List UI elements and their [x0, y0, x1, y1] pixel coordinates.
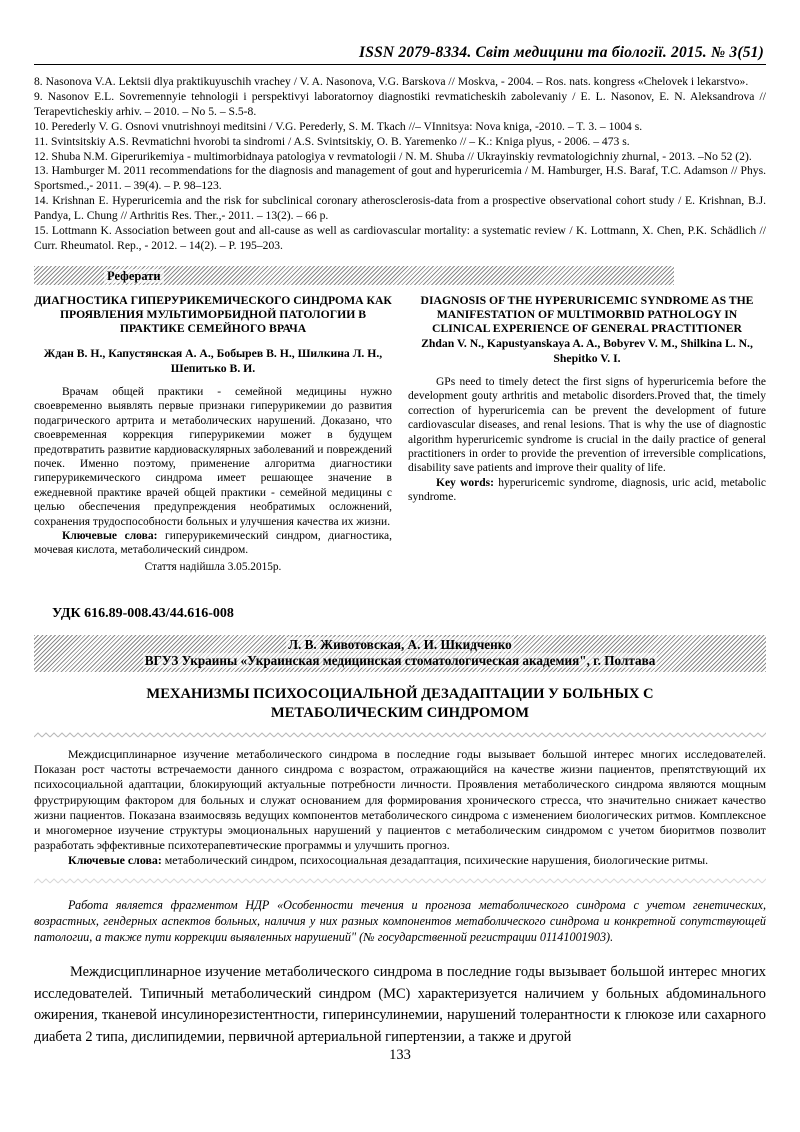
wavy-divider-bottom [34, 878, 766, 885]
reference-item: 14. Krishnan E. Hyperuricemia and the risk for subclinical coronary atherosclerosis-data from a prospective observational cohort study / E. Krishnan, B.J. Pandya, L. Chung // Arthritis Res. Ther.,- 2011. – 13(2). – 66 p. [34, 194, 766, 223]
article-keywords-label: Ключевые слова: [68, 853, 162, 868]
article-keywords [34, 853, 766, 868]
abstract-keywords-en [408, 476, 766, 505]
reference-item: 15. Lottmann K. Association between gout and all-cause as well as cardiovascular mortality: a systematic review / K. Lottmann, X. Chen, P.K. Schädlich // Curr. Rheumatol. Rep., - 2012. – 14(2). – P. 195–203. [34, 224, 766, 252]
reference-item: 13. Hamburger M. 2011 recommendations for the diagnosis and management of gout and hyperuricemia / M. Hamburger, H.S. Baraf, T.C. Adamson // Phys. Sportsmed.,- 2011. – 39(4). – P. 98–123. [34, 164, 766, 193]
abstract-column-ru [34, 294, 392, 584]
article-affiliation: ВГУЗ Украины «Украинская медицинская стоматологическая академия", г. Полтава [144, 653, 656, 669]
article-authors-line [34, 637, 766, 653]
reference-item: 12. Shuba N.M. Giperurikemiya - multimorbidnaya patologiya v revmatologii / N. M. Shuba // Ukrayinskiy revmatologichniy zhurnal, - 2013. –No 52 (2). [34, 149, 752, 163]
wavy-divider-top [34, 732, 766, 739]
article-author-banner [34, 635, 766, 672]
abstract-authors-ru: Ждан В. Н., Капустянская А. А., Бобырев В. Н., Шилкина Л. Н., Шепитько В. И. [43, 347, 383, 375]
funding-note: Работа является фрагментом НДР «Особенности течения и прогноза метаболического синдрома с учетом генетических, возрастных, гендерных аспектов больных, наличия у них разных компонентов метаболического синдрома и конкретной сопутствующей патологии, а также пути коррекции выявленных нарушений" (№ государственной регистрации 01141001903). [34, 897, 766, 945]
abstract-title-ru: ДИАГНОСТИКА ГИПЕРУРИКЕМИЧЕСКОГО СИНДРОМА КАК ПРОЯВЛЕНИЯ МУЛЬТИМОРБИДНОЙ ПАТОЛОГИИ В ПРАКТИКЕ СЕМЕЙНОГО ВРАЧА [34, 293, 392, 336]
keywords-label-ru: Ключевые слова: [62, 529, 158, 542]
reference-item: 10. Perederly V. G. Osnovi vnutrishnoyi meditsini / V.G. Perederly, S. M. Tkach //– VInnitsya: Nova kniga, -2010. – T. 3. – 1004 s. [34, 119, 643, 133]
udk-code: УДК 616.89-008.43/44.616-008 [52, 606, 234, 622]
article-title: МЕХАНИЗМЫ ПСИХОСОЦИАЛЬНОЙ ДЕЗАДАПТАЦИИ У БОЛЬНЫХ С МЕТАБОЛИЧЕСКИМ СИНДРОМОМ [146, 686, 654, 722]
keywords-value-en: hyperuricemic syndrome, diagnosis, uric acid, metabolic syndrome. [408, 476, 766, 504]
running-head-rule [34, 64, 766, 65]
abstract-authors-en: Zhdan V. N., Kapustyanskaya A. A., Bobyrev V. M., Shilkina L. N., Shepitko V. I. [421, 337, 753, 365]
reference-item: 8. Nasonova V.A. Lektsii dlya praktikuyuschih vrachey / V. A. Nasonova, V.G. Barskova // Moskva, - 2004. – Ros. nats. kongress «Chelovek i lekarstvo». [34, 75, 749, 88]
abstract-columns [34, 294, 766, 584]
keywords-label-en: Key words: [436, 476, 494, 489]
abstract-keywords-ru [34, 529, 392, 558]
keywords-value-ru: гиперурикемический синдром, диагностика, мочевая кислота, метаболический синдром. [34, 529, 392, 557]
article-abstract: Междисциплинарное изучение метаболического синдрома в последние годы вызывает большой интерес многих исследователей. Показан рост частоты встречаемости данного синдрома с возрастом, отражающийся на качестве жизни пациентов, препятствующий их психосоциальной адаптации, блокирующий актуальные потребности личности. Проявления метаболического синдрома являются мощным фрустрирующим фактором для больных и служат основанием для формирования хронического стресса, что значительно снижает качество жизни пациентов. Показана взаимосвязь ведущих компонентов метаболического синдрома с изменением биологических ритмов. Комплексное и многомерное изучение структуры эмоциональных нарушений у пациентов с метаболическим синдромом с учетом биоритмов позволит разработать эффективные психотерапевтические программы и улучшить прогноз. [34, 747, 766, 853]
article-affiliation-line [34, 653, 766, 669]
reference-list [34, 75, 766, 254]
article-body-text: Междисциплинарное изучение метаболического синдрома в последние годы вызывает большой интерес многих исследователей. Типичный метаболический синдром (МС) характеризуется наличием у больных абдоминального ожирения, тканевой инсулинорезистентности, гиперинсулинемии, нарушений толерантности к глюкозе или сахарного диабета 2 типа, дислипидемии, первичной артериальной гипертензии, а также и другой [34, 964, 766, 1045]
section-banner-abstracts [34, 266, 674, 285]
abstract-title-en: DIAGNOSIS OF THE HYPERURICEMIC SYNDROME AS THE MANIFESTATION OF MULTIMORBID PATHOLOGY IN CLINICAL EXPERIENCE OF GENERAL PRACTITIONER [420, 293, 754, 336]
article-authors: Л. В. Животовская, А. И. Шкидченко [288, 637, 512, 653]
article-keywords-value: метаболический синдром, психосоциальная дезадаптация, психические нарушения, биологические ритмы. [161, 853, 709, 868]
abstract-body-ru: Врачам общей практики - семейной медицины нужно своевременно выявлять первые признаки гиперурикемии до развития подагрического артрита и метаболических нарушений. Доказано, что своевременная коррекция гиперурикемии может в будущем предотвратить развитие кардиоваскулярных заболеваний и повреждений почек. Именно поэтому, применение алгоритма диагностики гиперурикемического синдрома имеет решающее значение в ежедневной практике врачей общей практики - семейной медицины с целью обеспечения предупреждения необратимых осложнений, сохранения трудоспособности больных и улучшения качества их жизни. [34, 385, 392, 528]
page-number: 133 [389, 1047, 411, 1063]
abstract-column-en [408, 294, 766, 584]
reference-item: 11. Svintsitskiy A.S. Revmatichni hvorobi ta sindromi / A.S. Svintsitskiy, O. B. Yaremenko // – K.: Kniga plyus, - 2006. – 473 s. [34, 134, 630, 148]
section-banner-label-wrap [34, 267, 164, 286]
received-date: Стаття надійшла 3.05.2015р. [144, 560, 282, 573]
reference-item: 9. Nasonov E.L. Sovremennyie tehnologii i perspektivyi laboratornoy diagnostiki revmaticheskih zabolevaniy / E. L. Nasonov, E. N. Aleksandrova // Terapevticheskiy arhiv. – 2010. – No 5. – S.5-8. [34, 89, 766, 118]
abstract-body-en: GPs need to timely detect the first signs of hyperuricemia before the development gouty arthritis and metabolic disorders.Proved that, the timely correction of hyperuricemia can be prevent the development of future cardiovascular diseases, and renal lesions. That is why the use of diagnostic algorithm hyperuricemic syndrome is crucial in the daily practice of general practitioners in order to provide the prevention of irreversible complications, disability save patients and improve their quality of life. [408, 375, 766, 475]
running-head: ISSN 2079-8334. Світ медицини та біології. 2015. № 3(51) [359, 44, 764, 61]
section-banner-label: Реферати [104, 269, 164, 283]
